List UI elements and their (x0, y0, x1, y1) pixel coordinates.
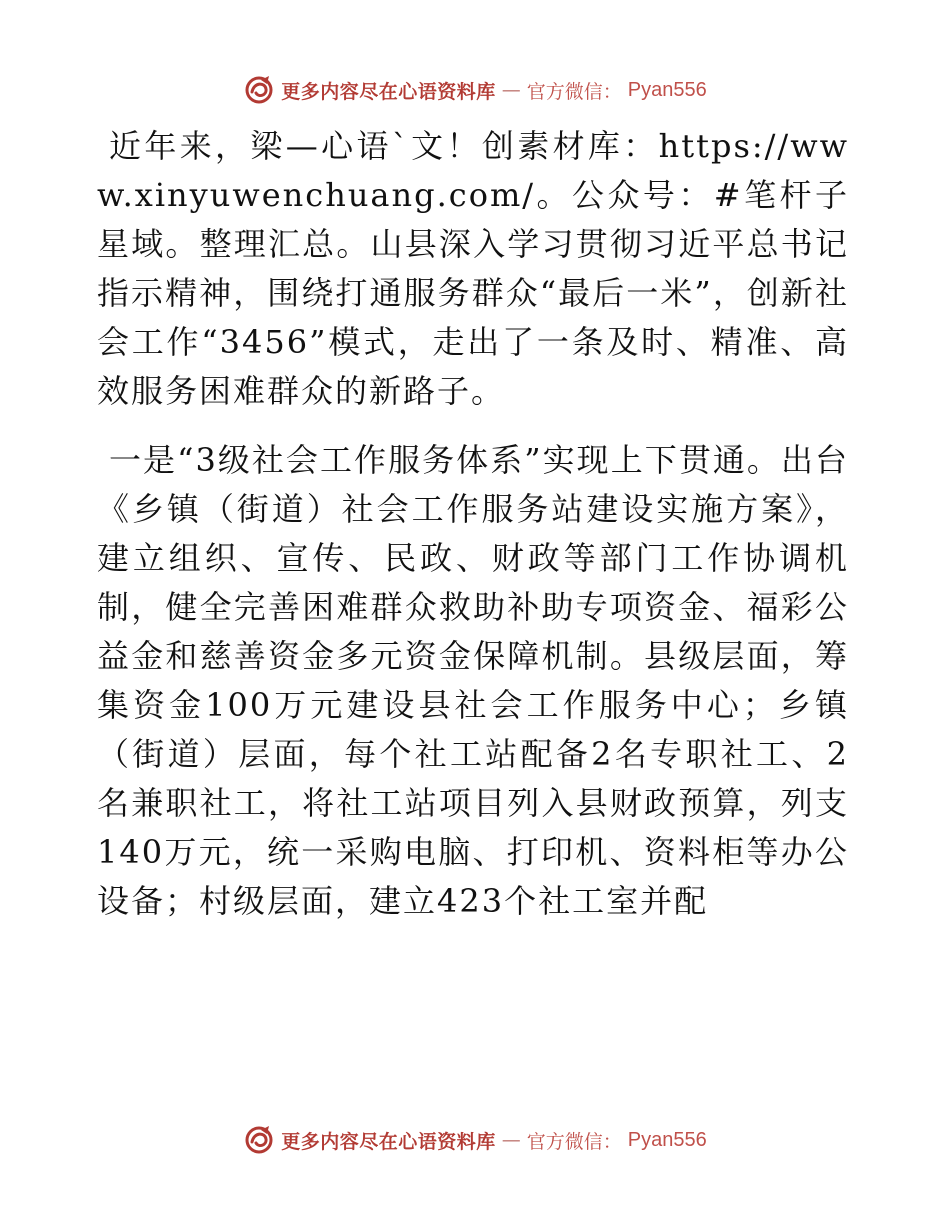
paragraph-intro (97, 122, 849, 416)
watermark-label: 官方微信： (526, 80, 622, 103)
watermark-separator: — (501, 1129, 521, 1151)
paragraph-point-one (97, 436, 849, 926)
watermark-handle: Pyan556 (627, 1128, 707, 1151)
watermark-separator: — (501, 79, 521, 101)
watermark-handle: Pyan556 (627, 78, 707, 101)
document-body (97, 122, 849, 926)
footer-watermark (0, 1120, 950, 1160)
header-watermark (0, 70, 950, 110)
swirl-logo-icon (243, 1124, 275, 1156)
watermark-label: 官方微信： (526, 1130, 622, 1153)
swirl-logo-icon (243, 74, 275, 106)
watermark-site-text: 更多内容尽在心语资料库 (281, 1130, 496, 1153)
paragraph-text: 近年来，梁—心语`文！创素材库：https://www.xinyuwenchuang.com/。公众号：#笔杆子星域。整理汇总。山县深入学习贯彻习近平总书记指示精神，围绕打通服务群众“最后一米”，创新社会工作“3456”模式，走出了一条及时、精准、高效服务困难群众的新路子。 (97, 127, 849, 410)
watermark-site-text: 更多内容尽在心语资料库 (281, 80, 496, 103)
paragraph-text: 一是“3级社会工作服务体系”实现上下贯通。出台《乡镇（街道）社会工作服务站建设实施方案》，建立组织、宣传、民政、财政等部门工作协调机制，健全完善困难群众救助补助专项资金、福彩公益金和慈善资金多元资金保障机制。县级层面，筹集资金100万元建设县社会工作服务中心；乡镇（街道）层面，每个社工站配备2名专职社工、2名兼职社工，将社工站项目列入县财政预算，列支140万元，统一采购电脑、打印机、资料柜等办公设备；村级层面，建立423个社工室并配 (97, 441, 849, 920)
